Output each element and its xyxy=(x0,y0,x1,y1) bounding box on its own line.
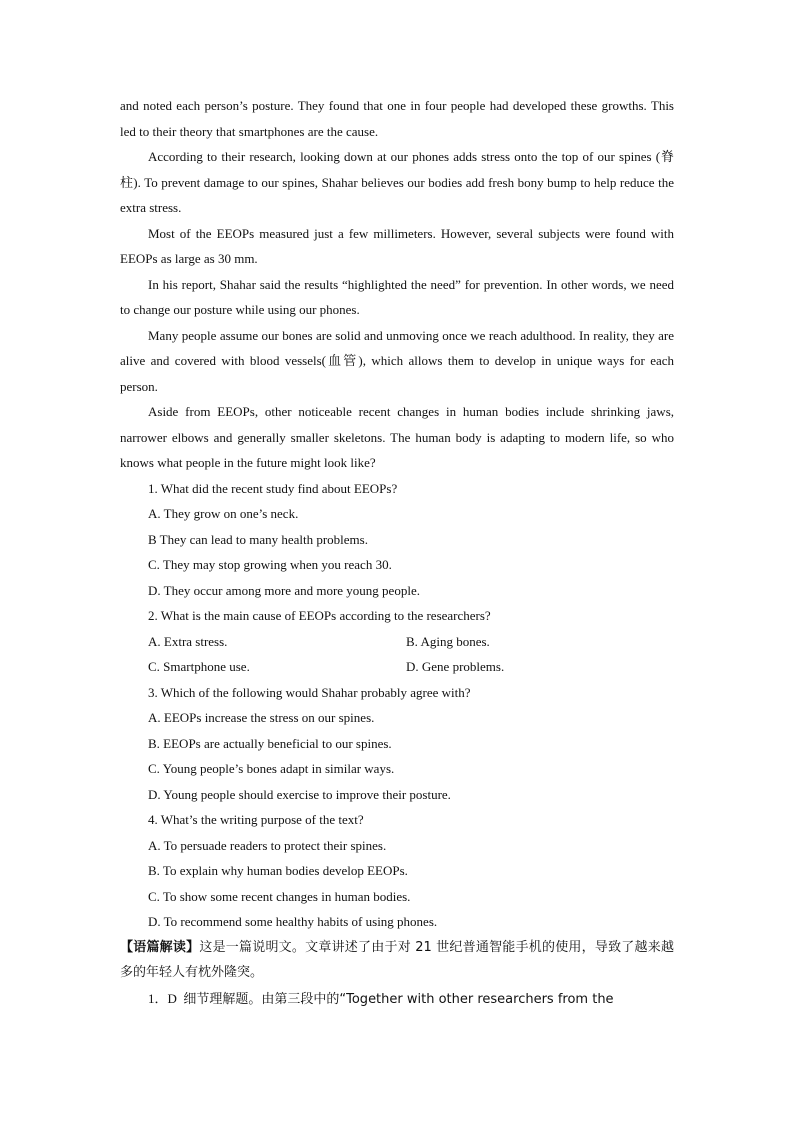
question-1-option-b: B They can lead to many health problems. xyxy=(148,531,368,547)
question-3-option-b: B. EEOPs are actually beneficial to our spines. xyxy=(148,735,392,751)
question-1-option-d: D. They occur among more and more young people. xyxy=(148,582,420,598)
document-page xyxy=(120,93,674,1012)
question-1-stem: 1. What did the recent study find about EEOPs? xyxy=(148,480,398,496)
question-4-option-b: B. To explain why human bodies develop EEOPs. xyxy=(148,863,408,878)
paragraph-continued: and noted each person’s posture. They found that one in four people had developed these growths. This led to their theory that smartphones are the cause. xyxy=(120,98,674,139)
paragraph-research: According to their research, looking down at our phones adds stress onto the top of our spines (脊柱). To prevent damage to our spines, Shahar believes our bodies add fresh bony bump to help reduce the extra stress. xyxy=(120,149,674,215)
answer-1-number: 1．D xyxy=(148,990,177,1006)
question-2-option-d: D. Gene problems. xyxy=(406,659,505,674)
paragraph-report: In his report, Shahar said the results “highlighted the need” for prevention. In other words, we need to change our posture while using our phones. xyxy=(120,276,674,317)
question-4-option-d: D. To recommend some healthy habits of using phones. xyxy=(148,914,438,929)
question-3-stem: 3. Which of the following would Shahar probably agree with? xyxy=(148,684,471,700)
question-1-option-c: C. They may stop growing when you reach 30. xyxy=(148,557,392,572)
question-2-option-b: B. Aging bones. xyxy=(406,633,490,649)
answer-1-explanation: 细节理解题。由第三段中的“Together with other researchers from the xyxy=(183,991,614,1007)
paragraph-changes: Aside from EEOPs, other noticeable recent changes in human bodies include shrinking jaws, narrower elbows and generally smaller skeletons. The human body is adapting to modern life, so who knows what people in the future might look like? xyxy=(120,404,674,470)
paragraph-bones: Many people assume our bones are solid and unmoving once we reach adulthood. In reality, they are alive and covered with blood vessels(血管), which allows them to develop in unique ways for each person. xyxy=(120,327,674,394)
question-3-option-c: C. Young people’s bones adapt in similar ways. xyxy=(148,761,395,776)
question-2-option-c: C. Smartphone use. xyxy=(148,659,250,674)
question-2-option-a: A. Extra stress. xyxy=(148,633,228,649)
question-3-option-d: D. Young people should exercise to improve their posture. xyxy=(148,786,451,802)
analysis-text: 这是一篇说明文。文章讲述了由于对 21 世纪普通智能手机的使用，导致了越来越多的年轻人有枕外隆突。 xyxy=(120,939,674,980)
question-3-option-a: A. EEOPs increase the stress on our spines. xyxy=(148,710,375,725)
question-4-stem: 4. What’s the writing purpose of the text? xyxy=(148,812,364,827)
paragraph-measurements: Most of the EEOPs measured just a few millimeters. However, several subjects were found with EEOPs as large as 30 mm. xyxy=(120,225,674,266)
passage-analysis xyxy=(120,935,674,986)
question-4-option-c: C. To show some recent changes in human bodies. xyxy=(148,888,411,904)
question-2-stem: 2. What is the main cause of EEOPs according to the researchers? xyxy=(148,608,491,623)
question-1-option-a: A. They grow on one’s neck. xyxy=(148,506,299,521)
analysis-label: 【语篇解读】 xyxy=(120,939,200,955)
question-2-options-row-2 xyxy=(120,654,674,680)
question-4-option-a: A. To persuade readers to protect their spines. xyxy=(148,837,387,853)
answer-1 xyxy=(120,986,674,1013)
question-2-options-row-1 xyxy=(120,629,674,655)
